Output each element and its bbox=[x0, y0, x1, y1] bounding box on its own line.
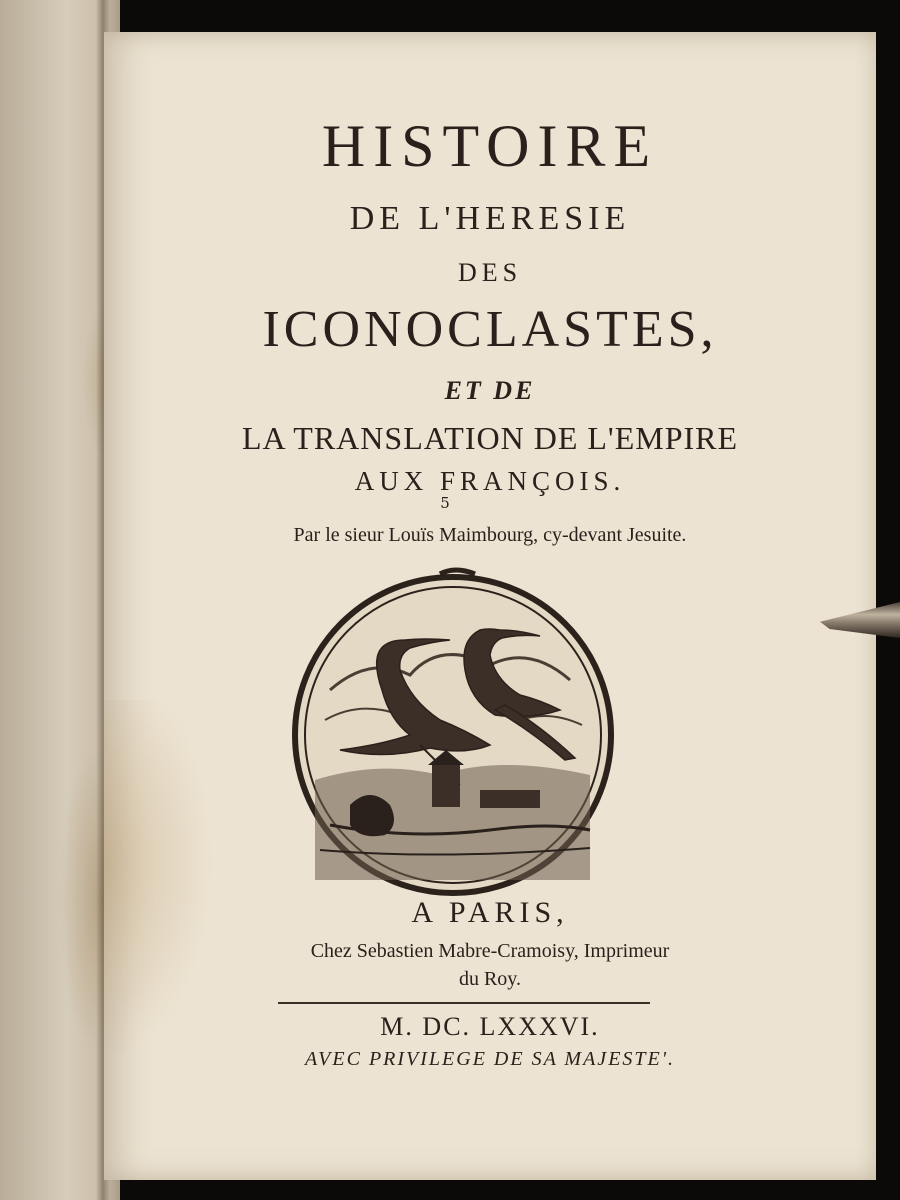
imprint-printer: Chez Sebastien Mabre-Cramoisy, Imprimeur bbox=[310, 940, 670, 962]
book-title: HISTOIRE bbox=[321, 113, 659, 179]
subtitle-aux-francois: AUX FRANÇOIS. bbox=[354, 466, 626, 496]
subtitle-translation: LA TRANSLATION DE L'EMPIRE bbox=[241, 420, 739, 456]
publication-year: M. DC. LXXXVI. bbox=[380, 1012, 600, 1041]
subtitle-heresie: DE L'HERESIE bbox=[349, 200, 631, 237]
signature-mark: 5 bbox=[440, 494, 450, 512]
divider-rule bbox=[278, 1002, 650, 1004]
author-line: Par le sieur Louïs Maimbourg, cy-devant Jesuite. bbox=[293, 524, 687, 546]
subtitle-et-de: ET DE bbox=[444, 376, 536, 405]
privilege-line: AVEC PRIVILEGE DE SA MAJESTE'. bbox=[304, 1048, 676, 1070]
imprint-printer-continued: du Roy. bbox=[458, 968, 522, 990]
subtitle-des: DES bbox=[457, 258, 523, 287]
woodcut-emblem bbox=[290, 560, 620, 900]
imprint-city: A PARIS, bbox=[411, 896, 569, 929]
subtitle-iconoclastes: ICONOCLASTES, bbox=[262, 301, 718, 358]
water-stain bbox=[104, 700, 214, 1060]
